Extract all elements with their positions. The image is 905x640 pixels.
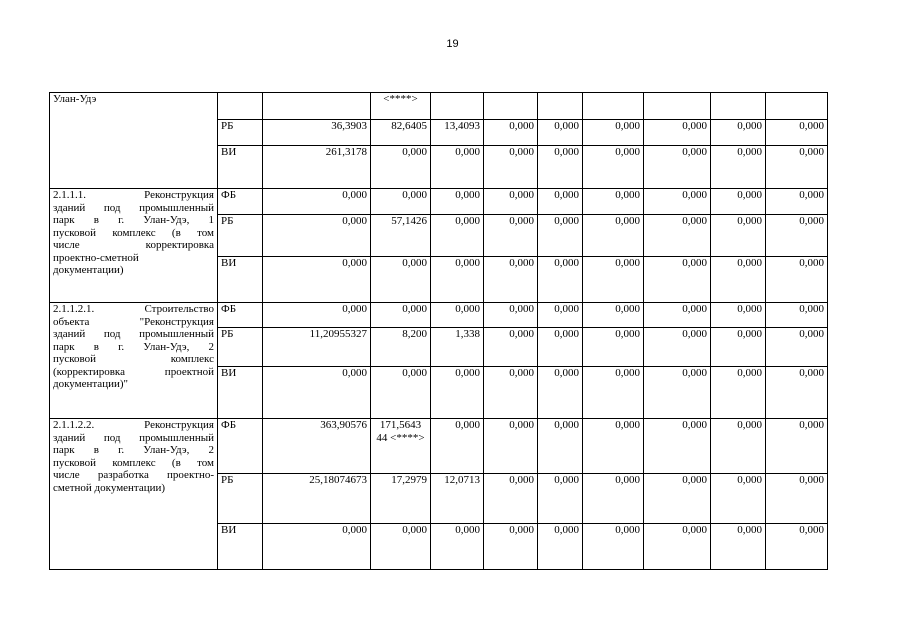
funding-source-cell: РБ — [218, 215, 263, 257]
value-cell: 0,000 — [766, 328, 828, 367]
value-cell: 0,000 — [538, 524, 583, 570]
value-cell: 8,200 — [371, 328, 431, 367]
table-row — [50, 303, 828, 328]
value-cell: 0,000 — [711, 120, 766, 146]
value-cell: 0,000 — [263, 257, 371, 303]
value-cell: 0,000 — [644, 120, 711, 146]
funding-source-cell — [218, 93, 263, 120]
row-name-line: зданий под промышленный — [53, 201, 214, 214]
value-cell — [484, 93, 538, 120]
value-cell: 0,000 — [431, 146, 484, 189]
value-cell: 0,000 — [711, 303, 766, 328]
funding-source-cell: ВИ — [218, 257, 263, 303]
value-cell: 0,000 — [711, 328, 766, 367]
row-name-line: сметной документации) — [53, 481, 166, 494]
value-cell: 0,000 — [711, 146, 766, 189]
row-name-line: проектно-сметной — [53, 251, 139, 264]
funding-source-cell: ВИ — [218, 146, 263, 189]
value-cell: 0,000 — [263, 215, 371, 257]
value-cell: 0,000 — [484, 328, 538, 367]
row-name-line: числе корректировка — [53, 239, 214, 251]
row-name-line: 2.1.1.2.2. Реконструкция — [53, 419, 214, 431]
value-cell: 0,000 — [538, 474, 583, 524]
row-name-cell — [50, 419, 218, 570]
value-cell: 0,000 — [583, 474, 644, 524]
funding-source-cell: РБ — [218, 328, 263, 367]
value-cell: 0,000 — [711, 474, 766, 524]
value-cell: 0,000 — [766, 474, 828, 524]
row-name-cell — [50, 303, 218, 419]
funding-source-cell: РБ — [218, 474, 263, 524]
table-row — [50, 419, 828, 474]
value-cell: 0,000 — [371, 146, 431, 189]
value-cell — [538, 93, 583, 120]
value-cell: 0,000 — [538, 303, 583, 328]
value-cell: 0,000 — [371, 367, 431, 419]
row-name-line: пусковой комплекс (в том — [53, 456, 214, 469]
value-cell: 0,000 — [583, 146, 644, 189]
row-name-line: парк в г. Улан-Удэ, 2 — [53, 444, 214, 456]
value-cell: 0,000 — [431, 303, 484, 328]
value-cell: 0,000 — [484, 189, 538, 215]
value-cell: 0,000 — [766, 367, 828, 419]
row-name-line: (корректировка проектной — [53, 365, 214, 378]
row-name-line: зданий под промышленный — [53, 431, 214, 444]
value-cell: 25,18074673 — [263, 474, 371, 524]
value-cell: 0,000 — [484, 524, 538, 570]
value-cell: 0,000 — [583, 524, 644, 570]
value-cell: 0,000 — [263, 367, 371, 419]
value-cell: 0,000 — [538, 328, 583, 367]
value-cell: <****> — [371, 93, 431, 120]
value-cell: 0,000 — [766, 524, 828, 570]
value-cell: 0,000 — [484, 257, 538, 303]
value-cell: 12,0713 — [431, 474, 484, 524]
value-cell — [431, 93, 484, 120]
value-cell: 0,000 — [431, 189, 484, 215]
value-cell: 0,000 — [644, 146, 711, 189]
value-cell — [711, 93, 766, 120]
row-name-line: пусковой комплекс — [53, 353, 214, 365]
value-cell — [583, 93, 644, 120]
value-cell — [766, 93, 828, 120]
row-name-line: парк в г. Улан-Удэ, 2 — [53, 340, 214, 353]
funding-source-cell: ФБ — [218, 189, 263, 215]
value-cell: 0,000 — [583, 303, 644, 328]
row-name-line: пусковой комплекс (в том — [53, 226, 214, 239]
value-cell: 171,5643 44 <****> — [371, 419, 431, 474]
value-cell: 0,000 — [644, 189, 711, 215]
value-cell: 11,20955327 — [263, 328, 371, 367]
value-cell: 0,000 — [583, 257, 644, 303]
row-name-cell — [50, 189, 218, 303]
budget-table — [49, 92, 828, 570]
row-name-line: объекта "Реконструкция — [53, 315, 214, 328]
value-cell: 0,000 — [371, 257, 431, 303]
value-cell: 0,000 — [484, 120, 538, 146]
value-cell: 0,000 — [711, 419, 766, 474]
value-cell: 0,000 — [538, 367, 583, 419]
value-cell: 0,000 — [711, 524, 766, 570]
value-cell: 0,000 — [583, 367, 644, 419]
value-cell: 0,000 — [538, 146, 583, 189]
value-cell: 0,000 — [766, 419, 828, 474]
value-cell: 0,000 — [371, 524, 431, 570]
value-cell: 0,000 — [711, 215, 766, 257]
funding-source-cell: ВИ — [218, 367, 263, 419]
value-cell: 0,000 — [431, 367, 484, 419]
row-name-line: парк в г. Улан-Удэ, 1 — [53, 214, 214, 226]
funding-source-cell: ФБ — [218, 419, 263, 474]
value-cell: 0,000 — [644, 257, 711, 303]
value-cell: 0,000 — [644, 303, 711, 328]
value-cell: 0,000 — [711, 257, 766, 303]
value-cell: 0,000 — [538, 120, 583, 146]
value-cell: 13,4093 — [431, 120, 484, 146]
value-cell: 0,000 — [431, 419, 484, 474]
value-cell: 0,000 — [644, 474, 711, 524]
value-cell: 0,000 — [431, 257, 484, 303]
value-cell: 0,000 — [766, 257, 828, 303]
value-cell: 363,90576 — [263, 419, 371, 474]
value-cell: 0,000 — [484, 419, 538, 474]
row-name-cell — [50, 93, 218, 189]
value-cell: 0,000 — [644, 215, 711, 257]
page-number: 19 — [446, 38, 459, 50]
value-cell: 0,000 — [431, 524, 484, 570]
row-name-line: числе разработка проектно- — [53, 469, 214, 481]
value-cell: 0,000 — [583, 419, 644, 474]
value-cell: 0,000 — [766, 303, 828, 328]
row-name-line: 2.1.1.1. Реконструкция — [53, 189, 214, 201]
value-cell: 0,000 — [583, 189, 644, 215]
row-name-line: документации) — [53, 264, 124, 276]
value-cell: 0,000 — [644, 419, 711, 474]
value-cell: 0,000 — [538, 257, 583, 303]
value-cell: 0,000 — [711, 367, 766, 419]
value-cell: 0,000 — [644, 524, 711, 570]
funding-source-cell: ВИ — [218, 524, 263, 570]
value-cell: 0,000 — [263, 189, 371, 215]
funding-source-cell: ФБ — [218, 303, 263, 328]
value-cell: 0,000 — [484, 474, 538, 524]
row-name-line: 2.1.1.2.1. Строительство — [53, 303, 214, 315]
value-cell: 261,3178 — [263, 146, 371, 189]
value-cell: 57,1426 — [371, 215, 431, 257]
value-cell: 0,000 — [431, 215, 484, 257]
value-cell: 0,000 — [538, 189, 583, 215]
value-cell: 0,000 — [644, 367, 711, 419]
value-cell: 0,000 — [583, 120, 644, 146]
value-cell: 0,000 — [583, 328, 644, 367]
row-name-line: зданий под промышленный — [53, 328, 214, 340]
funding-source-cell: РБ — [218, 120, 263, 146]
value-cell: 0,000 — [484, 303, 538, 328]
value-cell: 0,000 — [583, 215, 644, 257]
value-cell: 0,000 — [484, 215, 538, 257]
table-row — [50, 93, 828, 120]
value-cell — [644, 93, 711, 120]
value-cell: 0,000 — [263, 303, 371, 328]
table-row — [50, 189, 828, 215]
value-cell: 0,000 — [766, 146, 828, 189]
value-cell: 1,338 — [431, 328, 484, 367]
value-cell: 0,000 — [484, 367, 538, 419]
row-name-line: Улан-Удэ — [53, 93, 97, 105]
value-cell: 0,000 — [538, 419, 583, 474]
value-cell: 0,000 — [766, 120, 828, 146]
value-cell: 0,000 — [484, 146, 538, 189]
value-cell: 0,000 — [538, 215, 583, 257]
value-cell: 0,000 — [263, 524, 371, 570]
value-cell: 0,000 — [371, 189, 431, 215]
value-cell: 0,000 — [766, 215, 828, 257]
value-cell: 36,3903 — [263, 120, 371, 146]
value-cell: 0,000 — [711, 189, 766, 215]
value-cell — [263, 93, 371, 120]
row-name-line: документации)" — [53, 378, 129, 390]
value-cell: 0,000 — [766, 189, 828, 215]
value-cell: 0,000 — [644, 328, 711, 367]
value-cell: 17,2979 — [371, 474, 431, 524]
value-cell: 82,6405 — [371, 120, 431, 146]
table-body — [50, 93, 828, 570]
value-cell: 0,000 — [371, 303, 431, 328]
